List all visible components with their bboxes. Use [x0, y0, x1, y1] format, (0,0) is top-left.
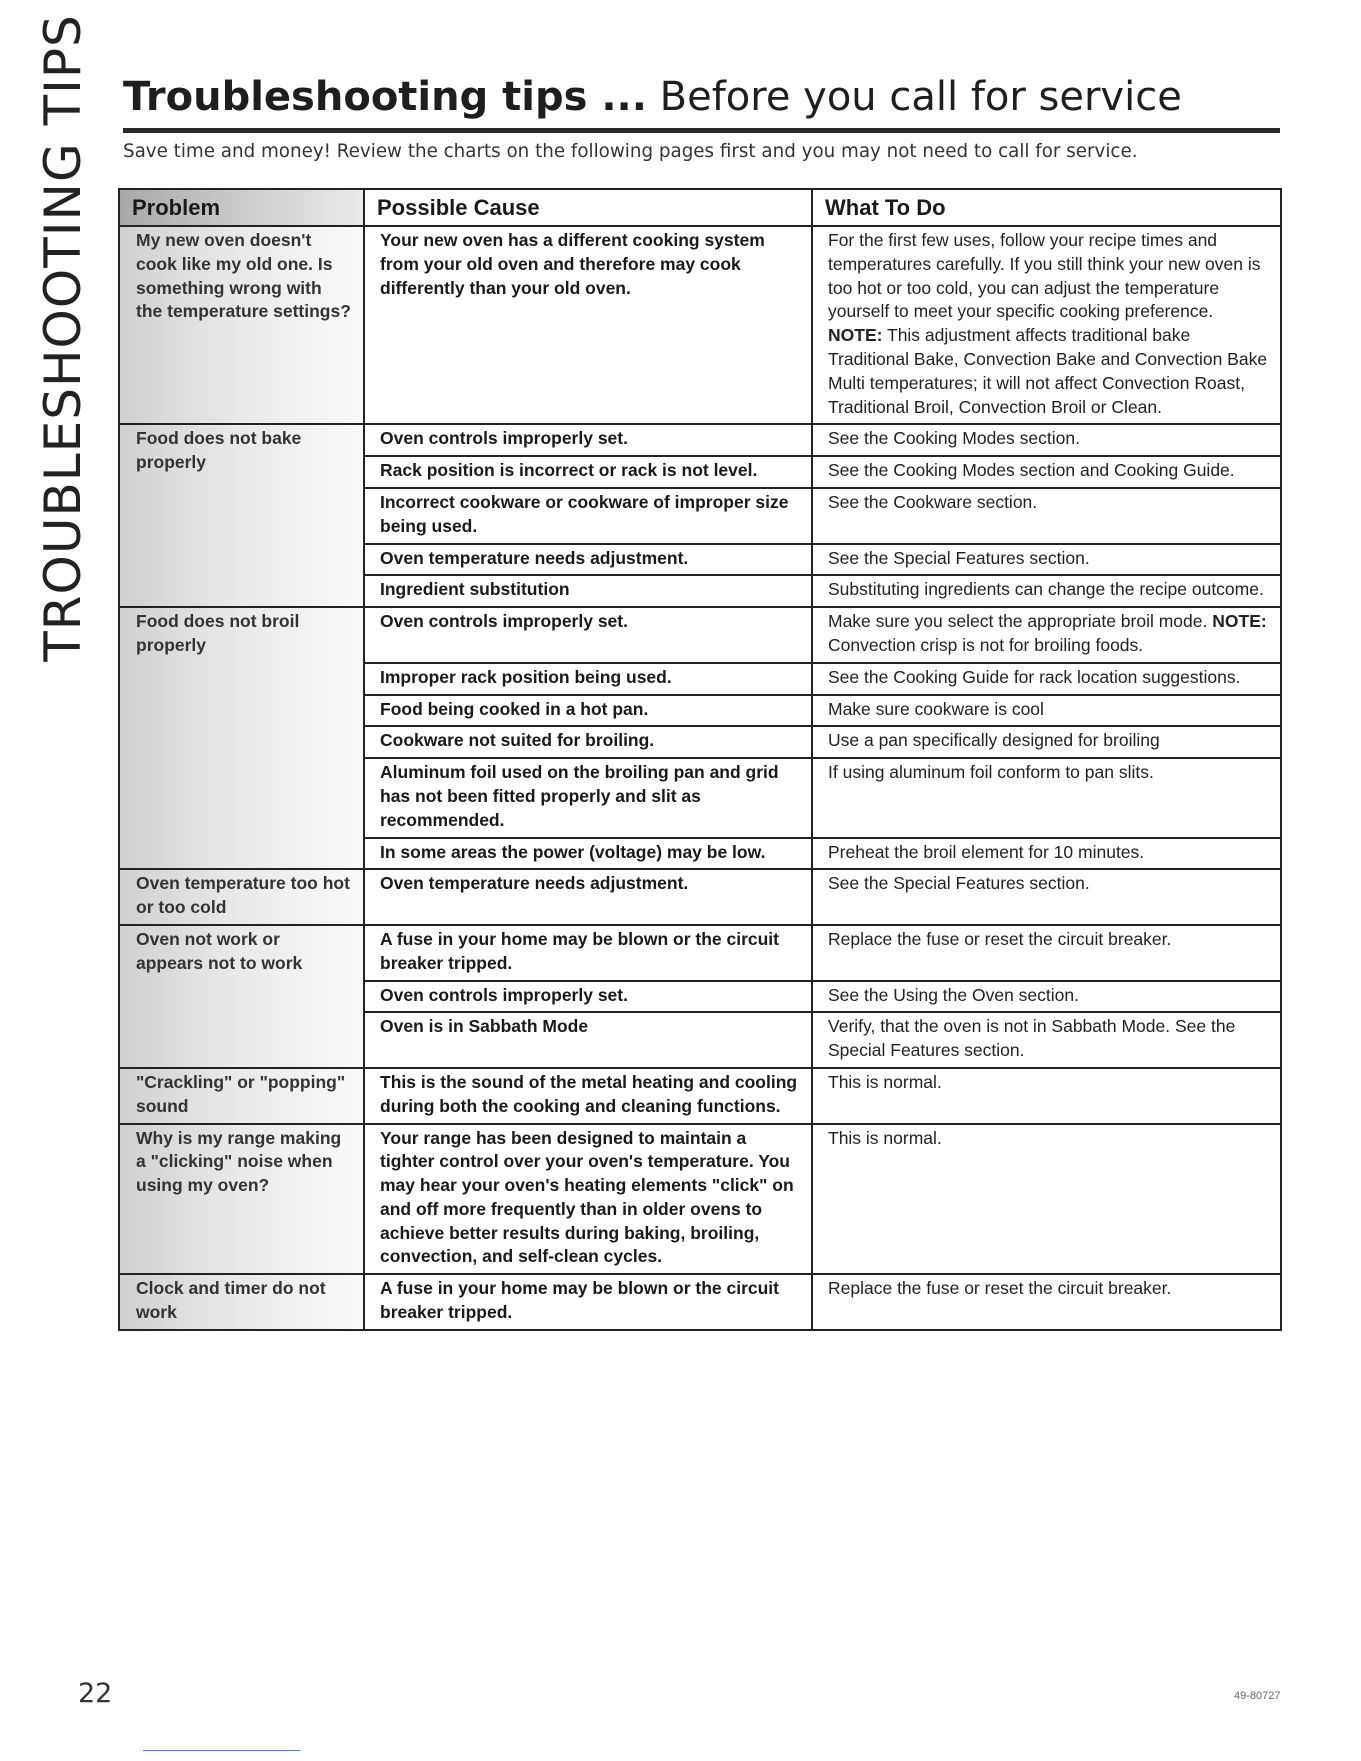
- cause-cell: Oven controls improperly set.: [364, 424, 812, 456]
- solution-text: If using aluminum foil conform to pan slits.: [828, 762, 1154, 783]
- note-text: This adjustment affects traditional bake Traditional Bake, Convection Bake and Convection Bake Multi temperatures; it will not affect Convection Roast, Traditional Broil, Convection Broil or Clean.: [828, 325, 1268, 417]
- table-row: [119, 607, 1281, 663]
- table-body: [119, 226, 1281, 1330]
- solution-cell: [812, 981, 1281, 1013]
- cause-cell: Oven temperature needs adjustment.: [364, 544, 812, 576]
- footer-underline: [143, 1750, 300, 1751]
- solution-cell: [812, 869, 1281, 925]
- cause-cell: Oven controls improperly set.: [364, 981, 812, 1013]
- solution-cell: [812, 838, 1281, 870]
- solution-text: Make sure you select the appropriate broil mode.: [828, 611, 1208, 632]
- header-problem: Problem: [119, 189, 364, 226]
- problem-cell: My new oven doesn't cook like my old one. Is something wrong with the temperature settings?: [119, 226, 364, 424]
- cause-cell: Food being cooked in a hot pan.: [364, 695, 812, 727]
- cause-cell: Ingredient substitution: [364, 575, 812, 607]
- solution-cell: [812, 1012, 1281, 1068]
- troubleshooting-table: [118, 188, 1282, 1331]
- table-row: [119, 925, 1281, 981]
- table-row: [119, 226, 1281, 424]
- solution-text: See the Cooking Modes section.: [828, 428, 1080, 449]
- problem-cell: Food does not bake properly: [119, 424, 364, 607]
- page-title-light: Before you call for service: [646, 74, 1182, 120]
- solution-text: See the Special Features section.: [828, 547, 1090, 568]
- page-title: [123, 74, 1273, 120]
- solution-cell: [812, 663, 1281, 695]
- cause-cell: A fuse in your home may be blown or the circuit breaker tripped.: [364, 1274, 812, 1330]
- cause-cell: Oven is in Sabbath Mode: [364, 1012, 812, 1068]
- cause-cell: Aluminum foil used on the broiling pan and grid has not been fitted properly and slit as recommended.: [364, 758, 812, 837]
- solution-cell: [812, 695, 1281, 727]
- problem-cell: "Crackling" or "popping" sound: [119, 1068, 364, 1124]
- document-code: 49-80727: [1234, 1690, 1281, 1702]
- cause-cell: This is the sound of the metal heating and cooling during both the cooking and cleaning functions.: [364, 1068, 812, 1124]
- solution-cell: [812, 758, 1281, 837]
- solution-cell: [812, 544, 1281, 576]
- solution-text: See the Cooking Modes section and Cooking Guide.: [828, 460, 1235, 481]
- solution-text: See the Using the Oven section.: [828, 984, 1079, 1005]
- note-text: Convection crisp is not for broiling foods.: [828, 634, 1144, 655]
- cause-cell: Rack position is incorrect or rack is not level.: [364, 456, 812, 488]
- solution-text: Make sure cookware is cool: [828, 698, 1044, 719]
- solution-text: Use a pan specifically designed for broiling: [828, 730, 1160, 751]
- solution-text: This is normal.: [828, 1071, 942, 1092]
- problem-cell: Clock and timer do not work: [119, 1274, 364, 1330]
- header-what-to-do: What To Do: [812, 189, 1281, 226]
- solution-text: See the Cookware section.: [828, 491, 1038, 512]
- solution-cell: [812, 607, 1281, 663]
- cause-cell: Oven controls improperly set.: [364, 607, 812, 663]
- solution-text: Substituting ingredients can change the recipe outcome.: [828, 579, 1264, 600]
- solution-cell: [812, 925, 1281, 981]
- page-title-bold: Troubleshooting tips ...: [123, 74, 647, 120]
- header-possible-cause: Possible Cause: [364, 189, 812, 226]
- title-divider: [123, 128, 1280, 133]
- problem-cell: Oven temperature too hot or too cold: [119, 869, 364, 925]
- solution-cell: [812, 226, 1281, 424]
- solution-text: Preheat the broil element for 10 minutes.: [828, 841, 1145, 862]
- problem-cell: Food does not broil properly: [119, 607, 364, 869]
- solution-cell: [812, 1124, 1281, 1275]
- solution-cell: [812, 456, 1281, 488]
- solution-text: For the first few uses, follow your recipe times and temperatures carefully. If you still think your new oven is too hot or too cold, you can adjust the temperature yourself to meet your specific cooking preference.: [828, 230, 1261, 322]
- note-label: NOTE:: [828, 325, 883, 346]
- table-row: [119, 1124, 1281, 1275]
- cause-cell: Cookware not suited for broiling.: [364, 726, 812, 758]
- cause-cell: Incorrect cookware or cookware of improper size being used.: [364, 488, 812, 544]
- solution-cell: [812, 726, 1281, 758]
- table-header-row: [119, 189, 1281, 226]
- cause-cell: Your new oven has a different cooking system from your old oven and therefore may cook differently than your old oven.: [364, 226, 812, 424]
- solution-text: This is normal.: [828, 1127, 942, 1148]
- table-row: [119, 1274, 1281, 1330]
- side-section-tab: [28, 14, 98, 662]
- cause-cell: Oven temperature needs adjustment.: [364, 869, 812, 925]
- table-row: [119, 1068, 1281, 1124]
- solution-cell: [812, 424, 1281, 456]
- table-row: [119, 869, 1281, 925]
- cause-cell: Your range has been designed to maintain a tighter control over your oven's temperature. You may hear your oven's heating elements "click" on and off more frequently than in older ovens to achieve better results during baking, broiling, convection, and self-clean cycles.: [364, 1124, 812, 1275]
- solution-cell: [812, 575, 1281, 607]
- note-label: NOTE:: [1212, 611, 1267, 632]
- cause-cell: A fuse in your home may be blown or the circuit breaker tripped.: [364, 925, 812, 981]
- solution-cell: [812, 1068, 1281, 1124]
- side-section-label: TROUBLESHOOTING TIPS: [34, 14, 92, 662]
- problem-cell: Why is my range making a "clicking" noise when using my oven?: [119, 1124, 364, 1275]
- cause-cell: In some areas the power (voltage) may be low.: [364, 838, 812, 870]
- solution-text: Replace the fuse or reset the circuit breaker.: [828, 928, 1172, 949]
- solution-text: Replace the fuse or reset the circuit breaker.: [828, 1278, 1172, 1299]
- solution-cell: [812, 1274, 1281, 1330]
- solution-text: Verify, that the oven is not in Sabbath Mode. See the Special Features section.: [828, 1016, 1236, 1061]
- solution-text: See the Cooking Guide for rack location suggestions.: [828, 666, 1241, 687]
- table-row: [119, 424, 1281, 456]
- problem-cell: Oven not work or appears not to work: [119, 925, 364, 1068]
- solution-text: See the Special Features section.: [828, 873, 1090, 894]
- solution-cell: [812, 488, 1281, 544]
- cause-cell: Improper rack position being used.: [364, 663, 812, 695]
- page-number: 22: [78, 1678, 113, 1709]
- intro-text: Save time and money! Review the charts on the following pages first and you may not need to call for service.: [123, 141, 1138, 162]
